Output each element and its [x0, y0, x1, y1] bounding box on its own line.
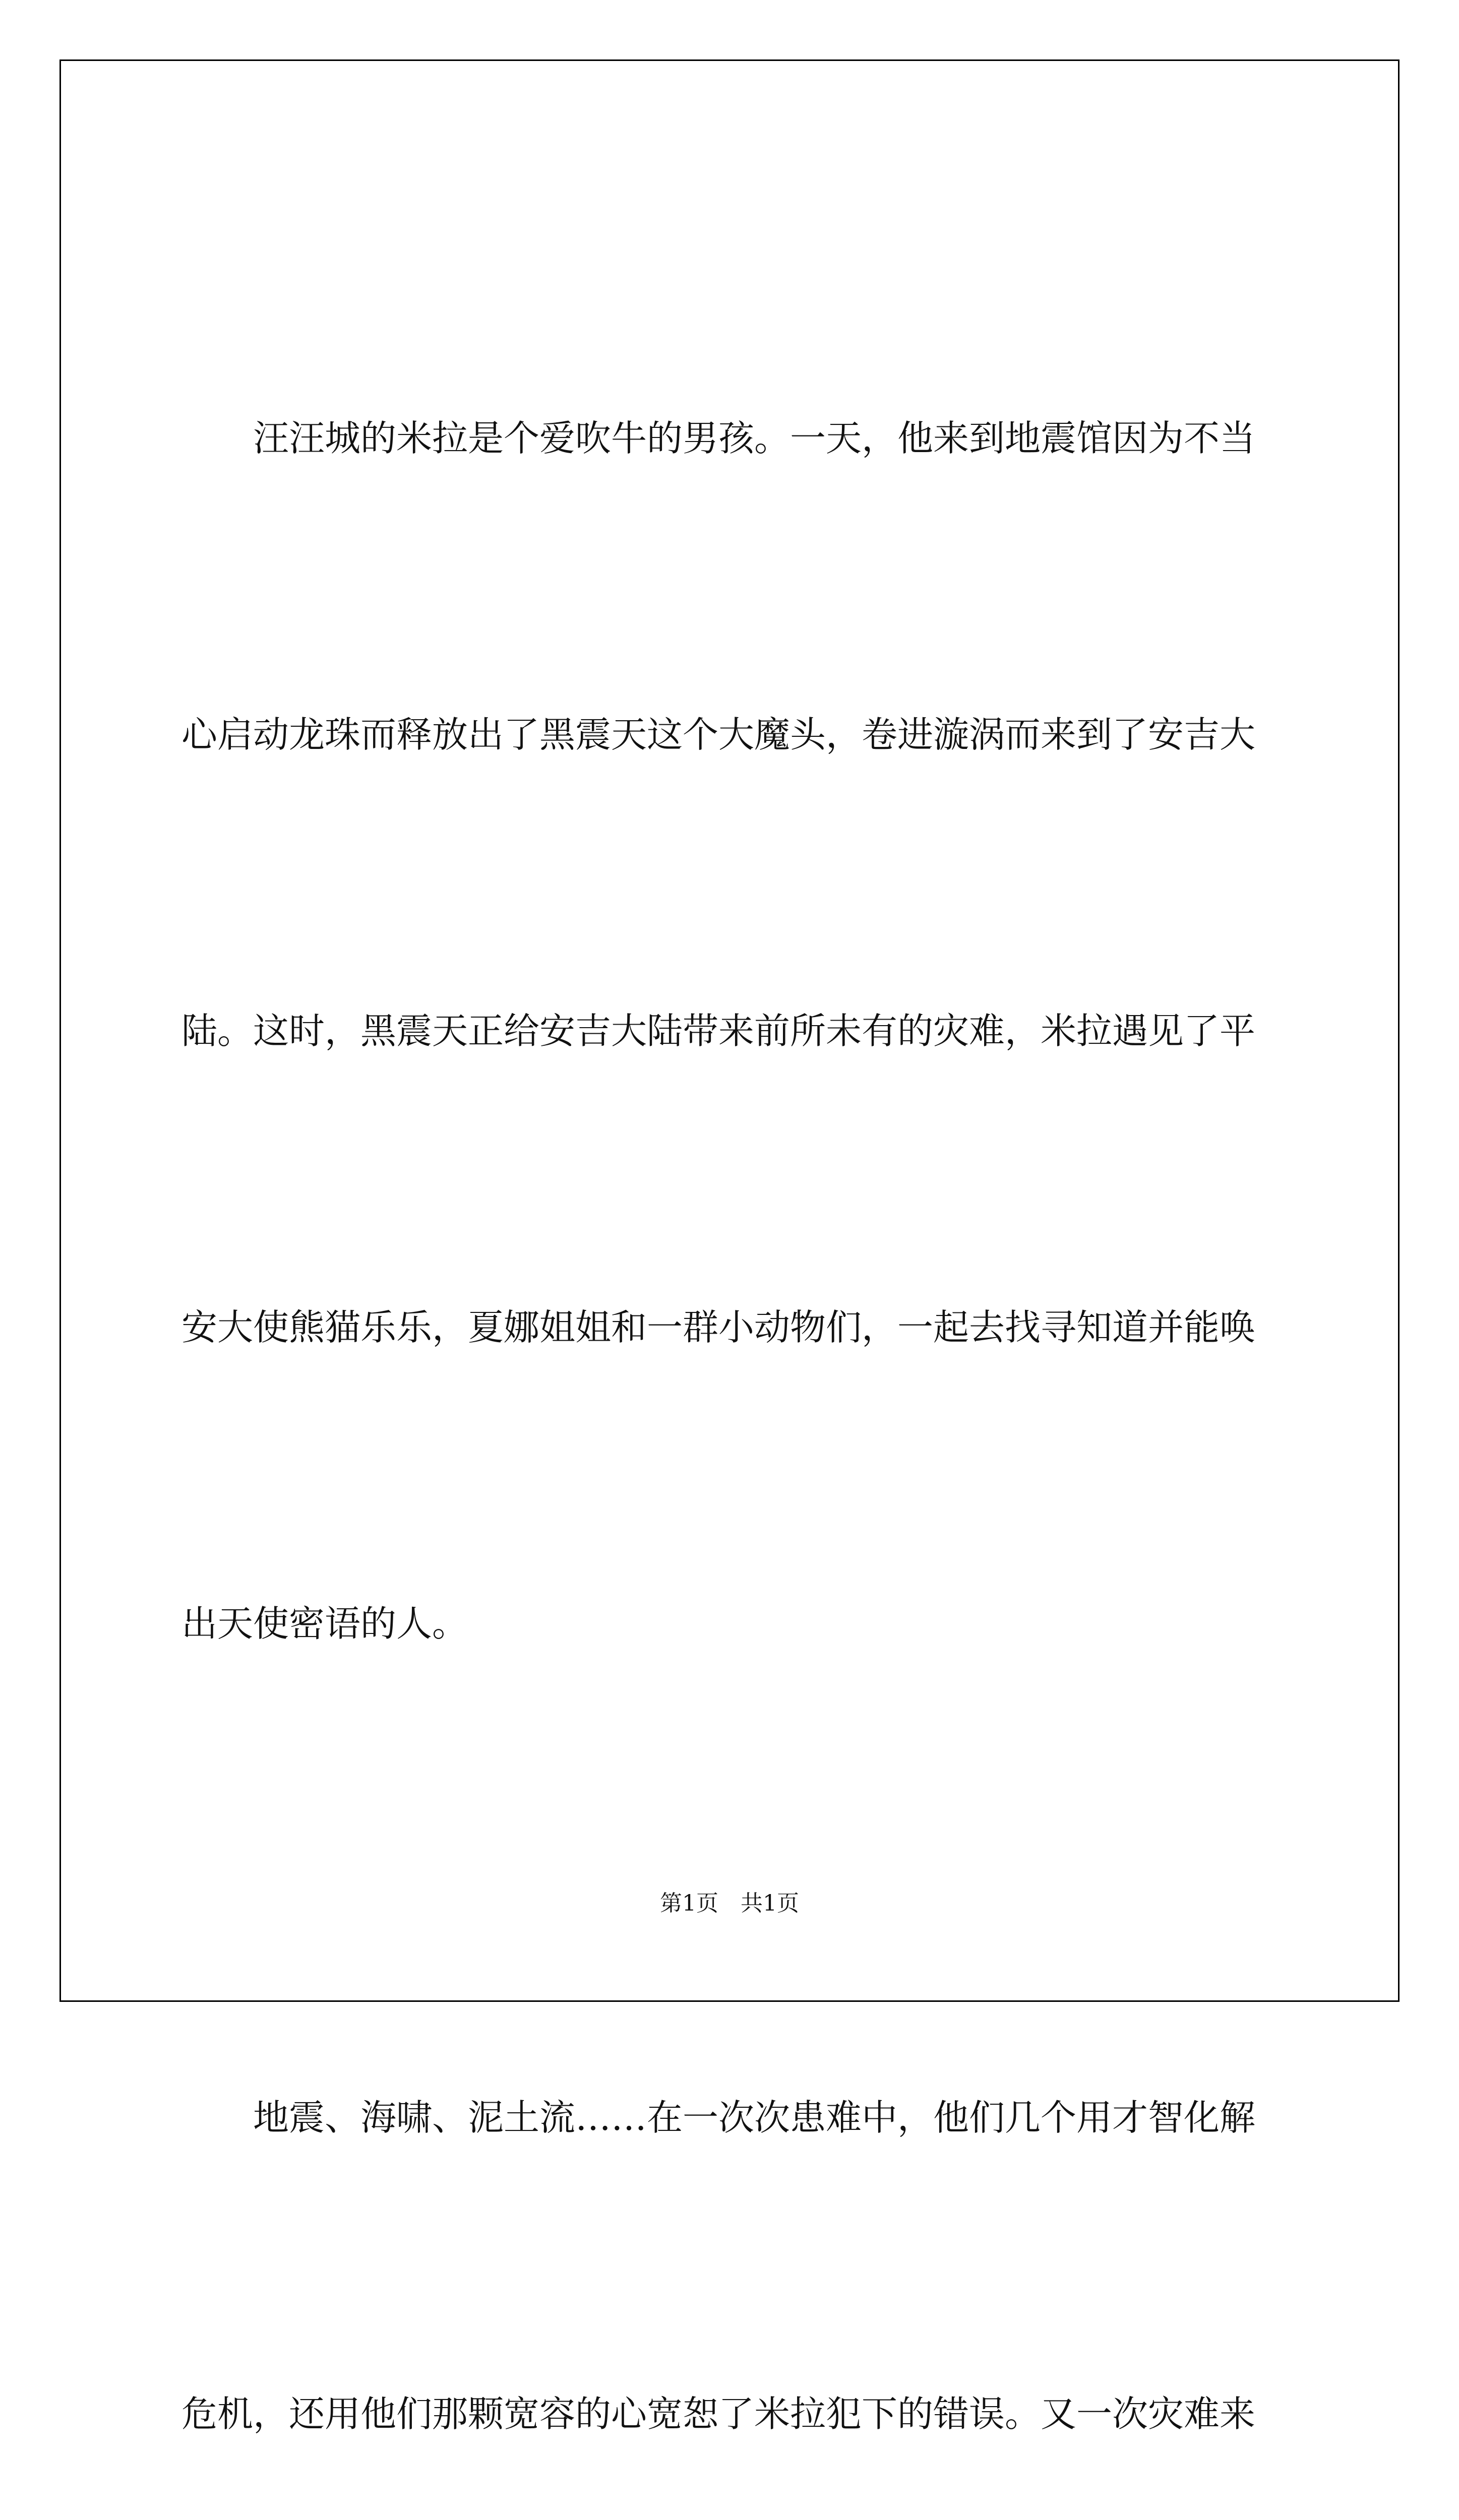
text-line: 陆。这时，黑震天正给安吉大陆带来前所未有的灾难，米拉遇见了平	[181, 1010, 1256, 1052]
page-number-label: 第1页 共1页	[660, 1891, 799, 1916]
text-line: 地震、海啸、泥土流……在一次次患难中，他们几个用才智化解	[181, 2097, 1256, 2138]
text-line: 出天使密语的人。	[181, 1603, 468, 1645]
document-body	[181, 192, 1301, 2520]
text-line: 心启动龙珠而释放出了黑震天这个大魔头，卷进漩涡而来到了安吉大	[181, 714, 1256, 755]
text-line: 安大使熊猫乐乐，夏娜姐姐和一群小动物们，一起去找寻知道并能唤	[181, 1306, 1256, 1348]
text-line: 汪汪城的米拉是个爱吹牛的男孩。一天，他来到地震馆因为不当	[181, 417, 1256, 459]
page-footer	[0, 1885, 1459, 1917]
text-line: 危机，还用他们那颗宽容的心宽恕了米拉犯下的错误。又一次灾难来	[181, 2393, 1256, 2435]
paragraph-1	[181, 192, 1301, 1871]
paragraph-2	[181, 1871, 1301, 2520]
